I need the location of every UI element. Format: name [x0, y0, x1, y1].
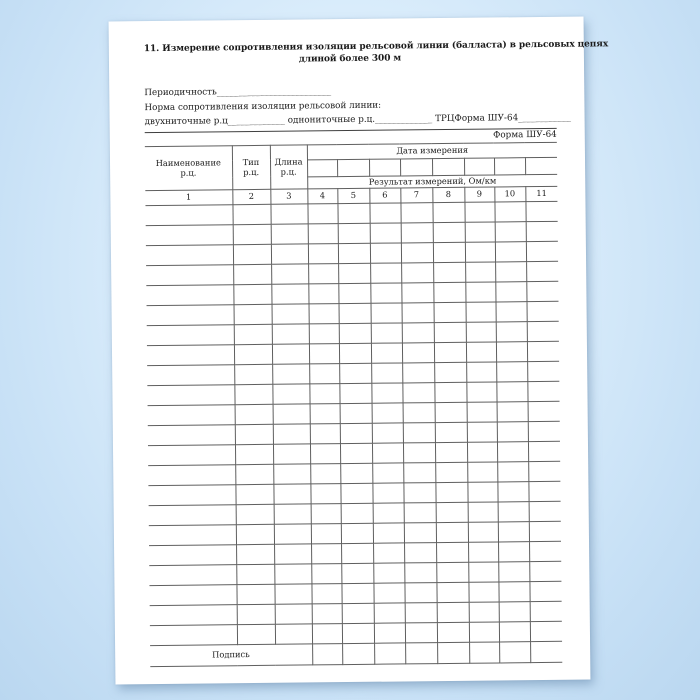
date-entry-cell — [464, 157, 494, 174]
empty-cell — [339, 363, 371, 383]
empty-cell — [270, 203, 307, 223]
empty-cell — [308, 243, 338, 263]
signature-entry-cell — [342, 643, 374, 664]
empty-cell — [468, 581, 498, 601]
empty-cell — [403, 442, 435, 462]
empty-cell — [147, 304, 234, 325]
empty-cell — [340, 463, 372, 483]
empty-cell — [372, 402, 403, 422]
empty-cell — [341, 523, 373, 543]
empty-cell — [311, 543, 341, 563]
col-header-result: Результат измерений, Ом/км — [307, 174, 557, 189]
empty-cell — [525, 201, 557, 221]
empty-cell — [273, 463, 310, 483]
empty-cell — [496, 321, 527, 341]
empty-cell — [469, 621, 499, 641]
empty-cell — [496, 341, 527, 361]
empty-cell — [432, 202, 464, 222]
empty-cell — [233, 244, 271, 264]
empty-cell — [436, 522, 468, 542]
empty-cell — [374, 602, 405, 622]
empty-cell — [465, 241, 495, 261]
empty-cell — [371, 302, 402, 322]
empty-cell — [495, 221, 526, 241]
empty-cell — [145, 204, 232, 225]
col-header-length: Длина р.ц. — [270, 144, 307, 188]
signature-entry-cell — [499, 641, 530, 662]
empty-cell — [468, 521, 498, 541]
two-thread-label: двухниточные р.ц — [144, 116, 228, 128]
empty-cell — [371, 322, 402, 342]
empty-cell — [529, 541, 561, 561]
empty-cell — [527, 381, 559, 401]
empty-cell — [495, 281, 526, 301]
signature-entry-cell — [469, 641, 499, 662]
empty-cell — [341, 583, 373, 603]
date-entry-cell — [369, 158, 400, 175]
empty-cell — [308, 223, 338, 243]
empty-cell — [528, 421, 560, 441]
empty-cell — [498, 501, 529, 521]
empty-cell — [147, 364, 234, 385]
empty-cell — [497, 441, 528, 461]
empty-cell — [499, 601, 530, 621]
empty-cell — [529, 561, 561, 581]
empty-cell — [149, 584, 236, 605]
title-line-2: длиной более 300 м — [298, 53, 402, 65]
empty-cell — [372, 422, 403, 442]
column-number-cell: 6 — [369, 187, 400, 202]
empty-cell — [338, 243, 370, 263]
empty-cell — [236, 564, 274, 584]
date-entry-cell — [400, 158, 432, 175]
empty-cell — [233, 224, 271, 244]
two-thread-blank: _____________ — [227, 115, 286, 127]
column-number-cell: 3 — [270, 188, 307, 203]
empty-cell — [435, 482, 467, 502]
empty-cell — [150, 604, 237, 625]
empty-cell — [338, 223, 370, 243]
column-number-cell: 5 — [337, 188, 369, 203]
empty-cell — [404, 582, 436, 602]
empty-cell — [529, 581, 561, 601]
empty-cell — [149, 524, 236, 545]
empty-cell — [233, 264, 271, 284]
empty-cell — [498, 581, 529, 601]
empty-cell — [403, 482, 435, 502]
empty-cell — [339, 383, 371, 403]
empty-cell — [401, 222, 433, 242]
empty-cell — [342, 603, 374, 623]
empty-cell — [467, 401, 497, 421]
empty-cell — [434, 382, 466, 402]
empty-cell — [436, 502, 468, 522]
empty-cell — [235, 424, 273, 444]
empty-cell — [373, 582, 404, 602]
empty-cell — [435, 422, 467, 442]
empty-cell — [437, 622, 469, 642]
empty-cell — [235, 484, 273, 504]
signature-entry-cell — [405, 642, 437, 663]
empty-cell — [310, 423, 340, 443]
empty-cell — [465, 301, 495, 321]
empty-cell — [529, 521, 561, 541]
empty-cell — [149, 564, 236, 585]
empty-cell — [529, 501, 561, 521]
empty-cell — [497, 401, 528, 421]
empty-cell — [404, 562, 436, 582]
trc-label: ТРЦФорма ШУ-64 — [432, 113, 519, 125]
empty-cell — [146, 284, 233, 305]
empty-cell — [373, 562, 404, 582]
empty-cell — [404, 522, 436, 542]
empty-cell — [494, 201, 525, 221]
signature-entry-cell — [312, 643, 342, 664]
empty-cell — [274, 523, 311, 543]
empty-cell — [405, 602, 437, 622]
date-entry-cell — [432, 158, 464, 175]
empty-cell — [234, 344, 272, 364]
empty-cell — [402, 322, 434, 342]
date-entry-cell — [307, 159, 337, 176]
empty-cell — [309, 303, 339, 323]
empty-cell — [235, 464, 273, 484]
trc-blank: ____________ — [518, 112, 572, 124]
empty-cell — [372, 442, 403, 462]
empty-cell — [435, 402, 467, 422]
empty-cell — [403, 462, 435, 482]
empty-cell — [309, 363, 339, 383]
empty-cell — [274, 543, 311, 563]
empty-cell — [371, 362, 402, 382]
empty-cell — [466, 381, 496, 401]
empty-cell — [309, 383, 339, 403]
empty-cell — [498, 521, 529, 541]
empty-cell — [433, 262, 465, 282]
col-header-name: Наименование р.ц. — [145, 145, 232, 190]
empty-cell — [401, 262, 433, 282]
empty-cell — [526, 301, 558, 321]
empty-cell — [373, 522, 404, 542]
empty-cell — [236, 544, 274, 564]
empty-cell — [311, 583, 341, 603]
empty-cell — [312, 603, 342, 623]
empty-cell — [527, 341, 559, 361]
single-thread-label: однониточные р.ц. — [284, 114, 376, 126]
empty-cell — [370, 282, 401, 302]
signature-row — [150, 641, 562, 666]
empty-cell — [369, 202, 400, 222]
empty-cell — [342, 623, 374, 643]
empty-cell — [400, 202, 432, 222]
empty-cell — [339, 323, 371, 343]
empty-cell — [526, 261, 558, 281]
header-fields — [144, 82, 572, 130]
empty-cell — [498, 561, 529, 581]
empty-cell — [469, 601, 499, 621]
empty-cell — [402, 342, 434, 362]
date-entry-cell — [525, 157, 557, 174]
empty-cell — [149, 504, 236, 525]
empty-cell — [405, 622, 437, 642]
empty-cell — [148, 444, 235, 465]
empty-cell — [274, 583, 311, 603]
empty-cell — [528, 481, 560, 501]
empty-cell — [403, 402, 435, 422]
empty-cell — [527, 321, 559, 341]
empty-cell — [465, 281, 495, 301]
empty-cell — [468, 541, 498, 561]
empty-cell — [272, 323, 309, 343]
empty-cell — [433, 302, 465, 322]
empty-cell — [433, 242, 465, 262]
empty-cell — [465, 221, 495, 241]
empty-cell — [526, 221, 558, 241]
empty-cell — [149, 544, 236, 565]
empty-cell — [338, 263, 370, 283]
empty-cell — [307, 203, 337, 223]
empty-cell — [372, 482, 403, 502]
column-number-cell: 1 — [145, 189, 232, 205]
empty-cell — [435, 462, 467, 482]
empty-cell — [274, 503, 311, 523]
empty-cell — [402, 382, 434, 402]
empty-cell — [497, 421, 528, 441]
empty-cell — [433, 282, 465, 302]
empty-cell — [466, 321, 496, 341]
empty-cell — [433, 222, 465, 242]
empty-cell — [271, 283, 308, 303]
empty-cell — [498, 541, 529, 561]
empty-cell — [308, 263, 338, 283]
empty-cell — [496, 361, 527, 381]
empty-cell — [234, 324, 272, 344]
empty-cell — [237, 624, 275, 644]
column-number-cell: 9 — [464, 186, 494, 201]
empty-cell — [312, 623, 342, 643]
signature-entry-cell — [530, 641, 562, 662]
empty-cell — [340, 443, 372, 463]
empty-cell — [311, 563, 341, 583]
empty-cell — [373, 502, 404, 522]
signature-entry-cell — [437, 642, 469, 663]
column-number-cell: 8 — [432, 187, 464, 202]
empty-cell — [236, 584, 274, 604]
empty-cell — [148, 424, 235, 445]
empty-cell — [272, 383, 309, 403]
empty-cell — [147, 344, 234, 365]
empty-cell — [466, 361, 496, 381]
empty-cell — [341, 503, 373, 523]
empty-cell — [436, 582, 468, 602]
empty-cell — [468, 501, 498, 521]
empty-cell — [272, 343, 309, 363]
column-number-cell: 7 — [400, 187, 432, 202]
empty-cell — [311, 523, 341, 543]
empty-cell — [340, 483, 372, 503]
empty-cell — [496, 381, 527, 401]
empty-cell — [495, 241, 526, 261]
empty-cell — [271, 263, 308, 283]
empty-cell — [434, 322, 466, 342]
empty-cell — [434, 342, 466, 362]
empty-cell — [404, 542, 436, 562]
empty-cell — [233, 284, 271, 304]
empty-cell — [528, 441, 560, 461]
measurement-table — [145, 141, 562, 666]
periodicity-blank: __________________________ — [216, 86, 332, 98]
empty-cell — [467, 421, 497, 441]
empty-cell — [371, 382, 402, 402]
empty-cell — [147, 384, 234, 405]
empty-cell — [337, 203, 369, 223]
document-page — [109, 17, 609, 685]
empty-cell — [373, 542, 404, 562]
field-thread-values — [144, 111, 572, 130]
empty-cell — [530, 621, 562, 641]
empty-cell — [371, 342, 402, 362]
empty-cell — [370, 262, 401, 282]
empty-cell — [339, 303, 371, 323]
col-header-date: Дата измерения — [307, 142, 557, 160]
field-norm-label: Норма сопротивления изоляции рельсовой линии: — [144, 100, 382, 113]
empty-cell — [466, 341, 496, 361]
empty-cell — [526, 241, 558, 261]
empty-cell — [526, 281, 558, 301]
empty-cell — [310, 463, 340, 483]
empty-cell — [310, 403, 340, 423]
empty-cell — [273, 443, 310, 463]
empty-cell — [370, 242, 401, 262]
empty-cell — [495, 261, 526, 281]
column-number-cell: 11 — [525, 186, 557, 201]
empty-cell — [146, 224, 233, 245]
empty-cell — [234, 304, 272, 324]
empty-cell — [148, 484, 235, 505]
empty-cell — [437, 602, 469, 622]
empty-cell — [148, 404, 235, 425]
empty-cell — [434, 362, 466, 382]
empty-cell — [234, 384, 272, 404]
empty-cell — [146, 264, 233, 285]
empty-cell — [310, 483, 340, 503]
page-title — [143, 39, 609, 67]
col-header-type: Тип р.ц. — [232, 145, 270, 189]
empty-cell — [275, 623, 312, 643]
empty-cell — [403, 422, 435, 442]
empty-cell — [309, 343, 339, 363]
empty-cell — [271, 243, 308, 263]
periodicity-label: Периодичность — [144, 87, 217, 99]
empty-cell — [311, 503, 341, 523]
empty-cell — [401, 302, 433, 322]
date-entry-cell — [494, 157, 525, 174]
empty-cell — [497, 461, 528, 481]
empty-cell — [467, 461, 497, 481]
empty-cell — [465, 261, 495, 281]
empty-cell — [308, 283, 338, 303]
signature-entry-cell — [374, 642, 405, 663]
empty-cell — [527, 361, 559, 381]
empty-cell — [374, 622, 405, 642]
empty-cell — [234, 364, 272, 384]
empty-cell — [272, 303, 309, 323]
empty-cell — [338, 283, 370, 303]
empty-cell — [402, 362, 434, 382]
empty-cell — [150, 624, 237, 645]
signature-label: Подпись — [150, 643, 312, 666]
empty-cell — [309, 323, 339, 343]
empty-cell — [148, 464, 235, 485]
empty-cell — [340, 423, 372, 443]
column-number-cell: 4 — [307, 188, 337, 203]
empty-cell — [273, 483, 310, 503]
empty-cell — [341, 563, 373, 583]
empty-cell — [236, 504, 274, 524]
empty-cell — [468, 561, 498, 581]
empty-cell — [499, 621, 530, 641]
empty-cell — [528, 461, 560, 481]
empty-cell — [147, 324, 234, 345]
empty-cell — [232, 204, 270, 224]
empty-cell — [340, 403, 372, 423]
empty-cell — [237, 604, 275, 624]
empty-cell — [495, 301, 526, 321]
empty-cell — [146, 244, 233, 265]
empty-cell — [435, 442, 467, 462]
empty-cell — [275, 603, 312, 623]
empty-cell — [404, 502, 436, 522]
date-entry-cell — [337, 159, 369, 176]
empty-cell — [274, 563, 311, 583]
empty-cell — [467, 481, 497, 501]
empty-cell — [401, 282, 433, 302]
empty-cell — [467, 441, 497, 461]
empty-cell — [464, 201, 494, 221]
empty-cell — [401, 242, 433, 262]
empty-cell — [235, 444, 273, 464]
column-number-cell: 2 — [232, 189, 270, 204]
form-code-label: Форма ШУ-64 — [493, 129, 557, 140]
empty-cell — [236, 524, 274, 544]
empty-cell — [372, 462, 403, 482]
empty-cell — [272, 363, 309, 383]
empty-cell — [530, 601, 562, 621]
empty-cell — [370, 222, 401, 242]
empty-cell — [528, 401, 560, 421]
single-thread-blank: _____________ — [375, 114, 433, 125]
empty-cell — [273, 403, 310, 423]
empty-cell — [310, 443, 340, 463]
title-line-1: 11. Измерение сопротивления изоляции рельсовой линии (балласта) в рельсовых цепях — [143, 39, 609, 55]
column-number-cell: 10 — [494, 186, 525, 201]
empty-cell — [497, 481, 528, 501]
empty-cell — [436, 562, 468, 582]
empty-cell — [341, 543, 373, 563]
empty-cell — [339, 343, 371, 363]
empty-cell — [436, 542, 468, 562]
empty-cell — [235, 404, 273, 424]
empty-cell — [271, 223, 308, 243]
empty-cell — [273, 423, 310, 443]
